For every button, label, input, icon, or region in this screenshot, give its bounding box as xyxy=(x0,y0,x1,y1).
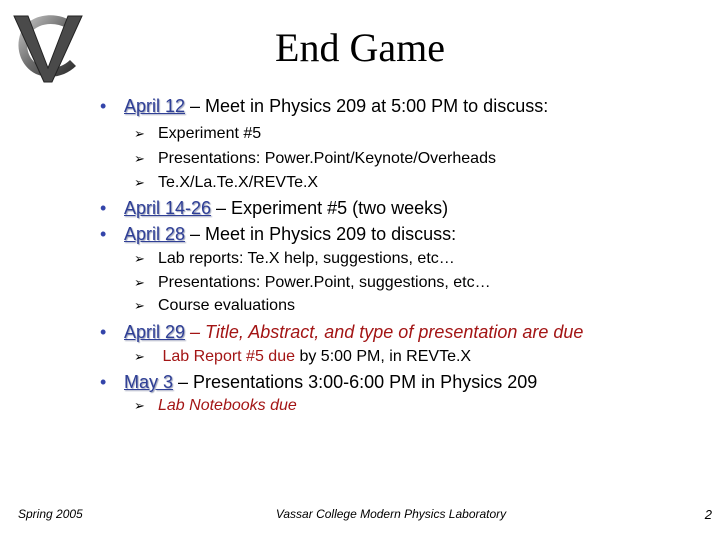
sub-item xyxy=(134,150,496,168)
bullet-item-may-3 xyxy=(100,372,537,393)
arrow-icon: ➢ xyxy=(134,399,145,414)
bullet-icon: • xyxy=(100,322,107,342)
sub-item-text: Te.X/La.Te.X/REVTe.X xyxy=(158,174,319,191)
footer-institution: Vassar College Modern Physics Laboratory xyxy=(275,507,507,521)
sub-item-highlight: Lab Report #5 due xyxy=(158,348,295,365)
item-date: April 28 xyxy=(124,224,186,244)
item-date: April 14-26 xyxy=(124,198,212,218)
item-text: – Title, Abstract, and type of presentation are due xyxy=(185,322,584,342)
item-text: – Experiment #5 (two weeks) xyxy=(211,198,449,218)
sub-item-text: Experiment #5 xyxy=(158,125,262,142)
sub-item-text: Lab reports: Te.X help, suggestions, etc… xyxy=(158,250,455,267)
slide-title: End Game xyxy=(275,25,445,70)
item-date: April 29 xyxy=(124,322,186,342)
page-number: 2 xyxy=(704,507,712,522)
sub-item xyxy=(134,174,318,192)
arrow-icon: ➢ xyxy=(134,152,145,167)
item-text: – Presentations 3:00-6:00 PM in Physics 209 xyxy=(173,372,538,392)
arrow-icon: ➢ xyxy=(134,299,145,314)
item-date: April 12 xyxy=(124,96,186,116)
item-text: – Meet in Physics 209 at 5:00 PM to discuss: xyxy=(185,96,549,116)
arrow-icon: ➢ xyxy=(134,127,145,142)
arrow-icon: ➢ xyxy=(134,252,145,267)
arrow-icon: ➢ xyxy=(134,176,145,191)
item-date: May 3 xyxy=(124,372,174,392)
bullet-item-april-29 xyxy=(100,322,583,343)
arrow-icon: ➢ xyxy=(134,350,145,365)
sub-item-text: Course evaluations xyxy=(158,297,295,314)
bullet-item-april-12 xyxy=(100,96,548,117)
sub-item-text: Lab Notebooks due xyxy=(158,397,297,414)
arrow-icon: ➢ xyxy=(134,276,145,291)
sub-item xyxy=(134,250,455,268)
sub-item xyxy=(134,397,297,415)
bullet-icon: • xyxy=(100,198,107,218)
sub-item xyxy=(134,125,261,143)
sub-item xyxy=(134,297,295,315)
sub-item xyxy=(134,348,471,366)
sub-item xyxy=(134,274,491,292)
bullet-item-april-14-26 xyxy=(100,198,448,219)
sub-item-text: Presentations: Power.Point, suggestions, etc… xyxy=(158,274,491,291)
footer-date: Spring 2005 xyxy=(18,507,83,521)
sub-item-text: Presentations: Power.Point/Keynote/Overheads xyxy=(158,150,496,167)
sub-item-text: by 5:00 PM, in REVTe.X xyxy=(295,348,472,365)
bullet-icon: • xyxy=(100,372,107,392)
bullet-icon: • xyxy=(100,96,107,116)
bullet-icon: • xyxy=(100,224,107,244)
bullet-item-april-28 xyxy=(100,224,456,245)
item-text: – Meet in Physics 209 to discuss: xyxy=(185,224,457,244)
